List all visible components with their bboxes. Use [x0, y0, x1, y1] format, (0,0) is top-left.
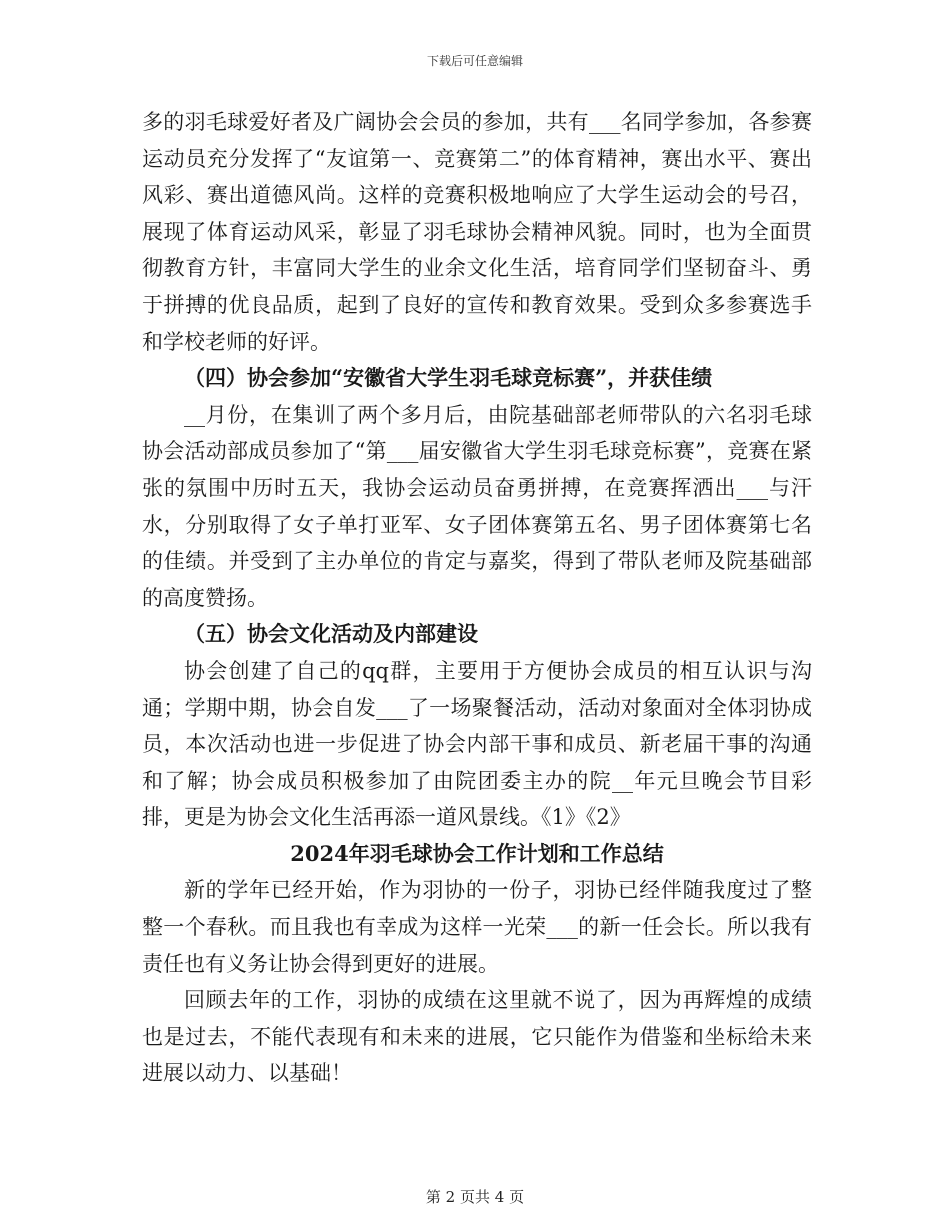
page-header: 下载后可任意编辑 [426, 54, 523, 68]
paragraph-continued: 多的羽毛球爱好者及广阔协会会员的参加，共有___名同学参加，各参赛运动员充分发挥了“友谊第一、竞赛第二”的体育精神，赛出水平、赛出风彩、赛出道德风尚。这样的竞赛积极地响应了大学生运动会的号召，展现了体育运动风采，彰显了羽毛球协会精神风貌。同时，也为全面贯彻教育方针，丰富同大学生的业余文化生活，培育同学们坚韧奋斗、勇于拼搏的优良品质，起到了良好的宣传和教育效果。受到众多参赛选手和学校老师的好评。 [142, 110, 812, 354]
document-body [142, 104, 812, 1092]
section-heading-5: （五）协会文化活动及内部建设 [184, 621, 478, 647]
section-heading-4: （四）协会参加“安徽省大学生羽毛球竞标赛”，并获佳绩 [184, 365, 713, 391]
paragraph-review: 回顾去年的工作，羽协的成绩在这里就不说了，因为再辉煌的成绩也是过去，不能代表现有和未来的进展，它只能作为借鉴和坐标给未来进展以动力、以基础！ [142, 988, 812, 1086]
document-title: 2024年羽毛球协会工作计划和工作总结 [290, 840, 664, 866]
paragraph-intro: 新的学年已经开始，作为羽协的一份子，羽协已经伴随我度过了整整一个春秋。而且我也有幸成为这样一光荣___的新一任会长。所以我有责任也有义务让协会得到更好的进展。 [142, 878, 812, 976]
paragraph-culture: 协会创建了自己的qq群，主要用于方便协会成员的相互认识与沟通；学期中期，协会自发___了一场聚餐活动，活动对象面对全体羽协成员，本次活动也进一步促进了协会内部干事和成员、新老届干事的沟通和了解；协会成员积极参加了由院团委主办的院__年元旦晚会节目彩排，更是为协会文化生活再添一道风景线。《1》《2》 [142, 658, 812, 830]
paragraph-competition: __月份，在集训了两个多月后，由院基础部老师带队的六名羽毛球协会活动部成员参加了“第___届安徽省大学生羽毛球竞标赛”，竞赛在紧张的氛围中历时五天，我协会运动员奋勇拼搏，在竞赛挥洒出___与汗水，分别取得了女子单打亚军、女子团体赛第五名、男子团体赛第七名的佳绩。并受到了主办单位的肯定与嘉奖，得到了带队老师及院基础部的高度赞扬。 [142, 402, 812, 610]
page-footer: 第 2 页共 4 页 [425, 1188, 525, 1206]
